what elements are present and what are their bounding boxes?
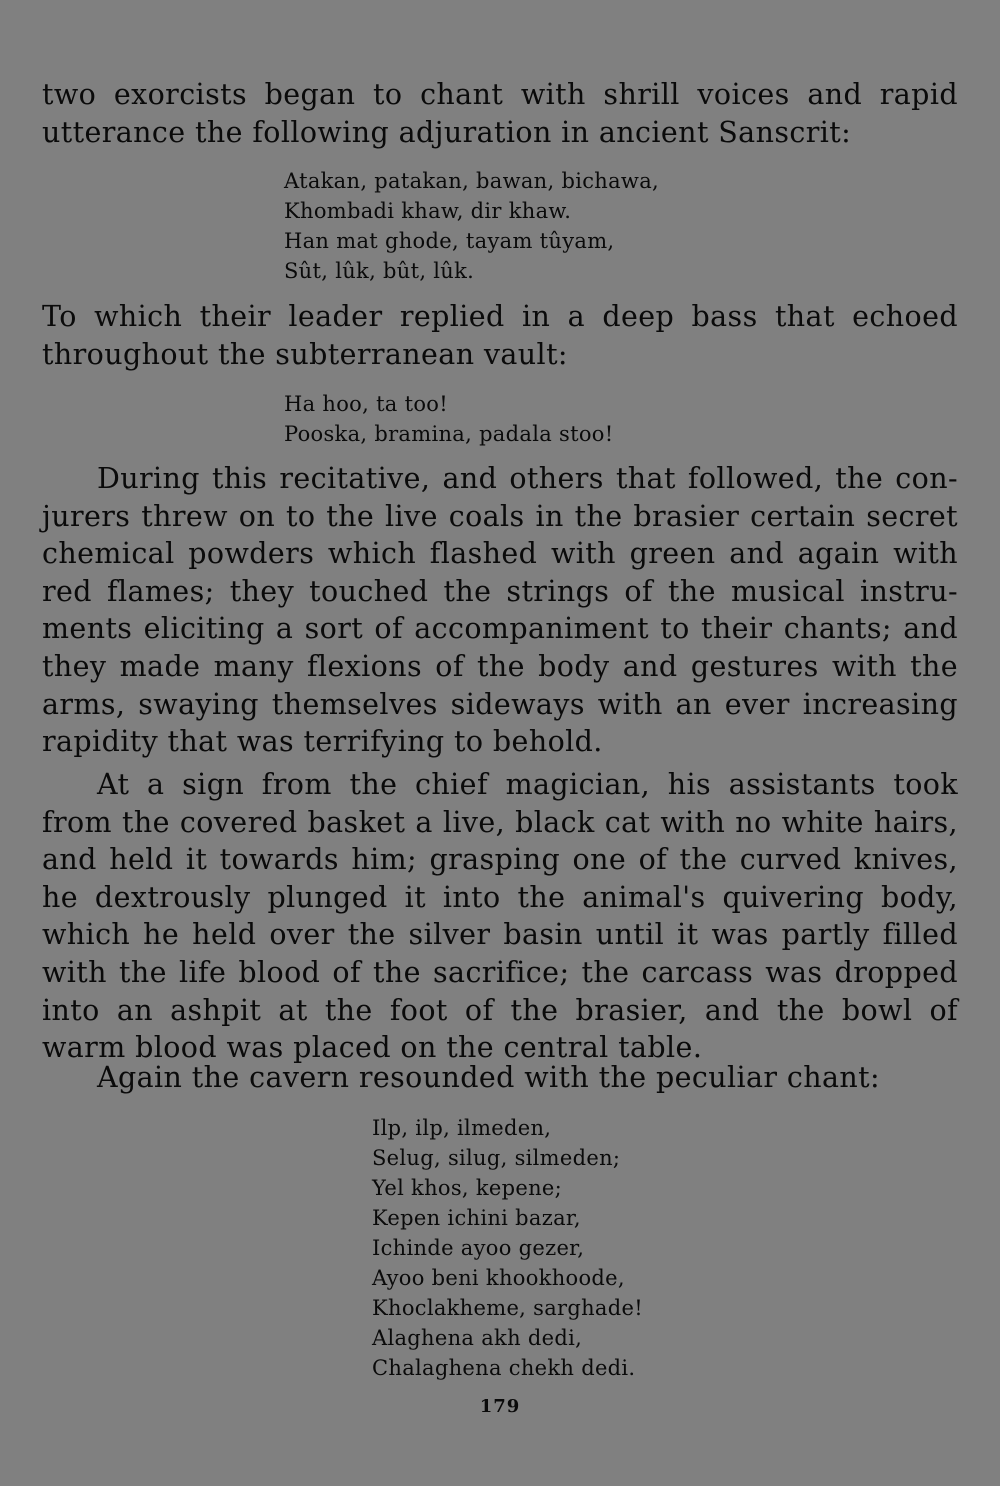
paragraph-recitative (42, 460, 958, 761)
verse-line: Chalaghena chekh dedi. (372, 1356, 636, 1380)
verse-line: Alaghena akh dedi, (372, 1326, 583, 1350)
verse-line: Ha hoo, ta too! (284, 392, 448, 416)
verse-leader-response (284, 389, 613, 449)
text-line: into an ashpit at the foot of the brasier, and the bowl of (42, 993, 958, 1027)
text-line: two exorcists began to chant with shrill voices and rapid (42, 78, 958, 111)
paragraph-chief-magician (42, 766, 958, 1067)
paragraph-leader-reply (42, 298, 958, 373)
verse-line: Selug, silug, silmeden; (372, 1146, 621, 1170)
verse-line: Ichinde ayoo gezer, (372, 1236, 585, 1260)
verse-line: Kepen ichini bazar, (372, 1206, 581, 1230)
text-line: At a sign from the chief magician, his assistants took (97, 768, 958, 801)
text-line: chemical powders which flashed with green and again with (42, 537, 958, 571)
verse-line: Khoclakheme, sarghade! (372, 1296, 643, 1320)
text-line: During this recitative, and others that followed, the con- (97, 462, 958, 495)
page-number: 179 (479, 1396, 521, 1417)
verse-peculiar-chant (372, 1113, 643, 1383)
text-line: warm blood was placed on the central table. (42, 1031, 703, 1065)
verse-line: Yel khos, kepene; (372, 1176, 563, 1200)
verse-line: Ayoo beni khookhoode, (372, 1266, 625, 1290)
text-line: ments eliciting a sort of accompaniment to their chants; and (42, 612, 958, 646)
text-line: which he held over the silver basin until it was partly filled (42, 918, 958, 952)
text-line: with the life blood of the sacrifice; the carcass was dropped (42, 955, 958, 989)
verse-line: Atakan, patakan, bawan, bichawa, (284, 169, 659, 193)
verse-sanscrit-adjuration (284, 166, 659, 286)
paragraph-exorcists (42, 76, 958, 151)
text-line: red flames; they touched the strings of the musical instru- (42, 574, 958, 608)
text-line: he dextrously plunged it into the animal's quivering body, (42, 880, 958, 914)
text-line: Again the cavern resounded with the peculiar chant: (97, 1061, 880, 1094)
verse-line: Pooska, bramina, padala stoo! (284, 422, 614, 446)
text-line: rapidity that was terrifying to behold. (42, 725, 603, 759)
text-line: To which their leader replied in a deep bass that echoed (42, 300, 958, 333)
text-line: from the covered basket a live, black cat with no white hairs, (42, 805, 958, 839)
verse-line: Han mat ghode, tayam tûyam, (284, 229, 615, 253)
paragraph-cavern-chant (42, 1059, 958, 1097)
text-line: utterance the following adjuration in ancient Sanscrit: (42, 115, 852, 149)
text-line: jurers threw on to the live coals in the brasier certain secret (42, 499, 958, 533)
verse-line: Khombadi khaw, dir khaw. (284, 199, 572, 223)
text-line: they made many flexions of the body and gestures with the (42, 649, 958, 683)
verse-line: Sût, lûk, bût, lûk. (284, 259, 475, 283)
text-line: arms, swaying themselves sideways with an ever increasing (42, 687, 958, 721)
text-line: and held it towards him; grasping one of the curved knives, (42, 843, 958, 877)
text-line: throughout the subterranean vault: (42, 337, 568, 371)
verse-line: Ilp, ilp, ilmeden, (372, 1116, 552, 1140)
